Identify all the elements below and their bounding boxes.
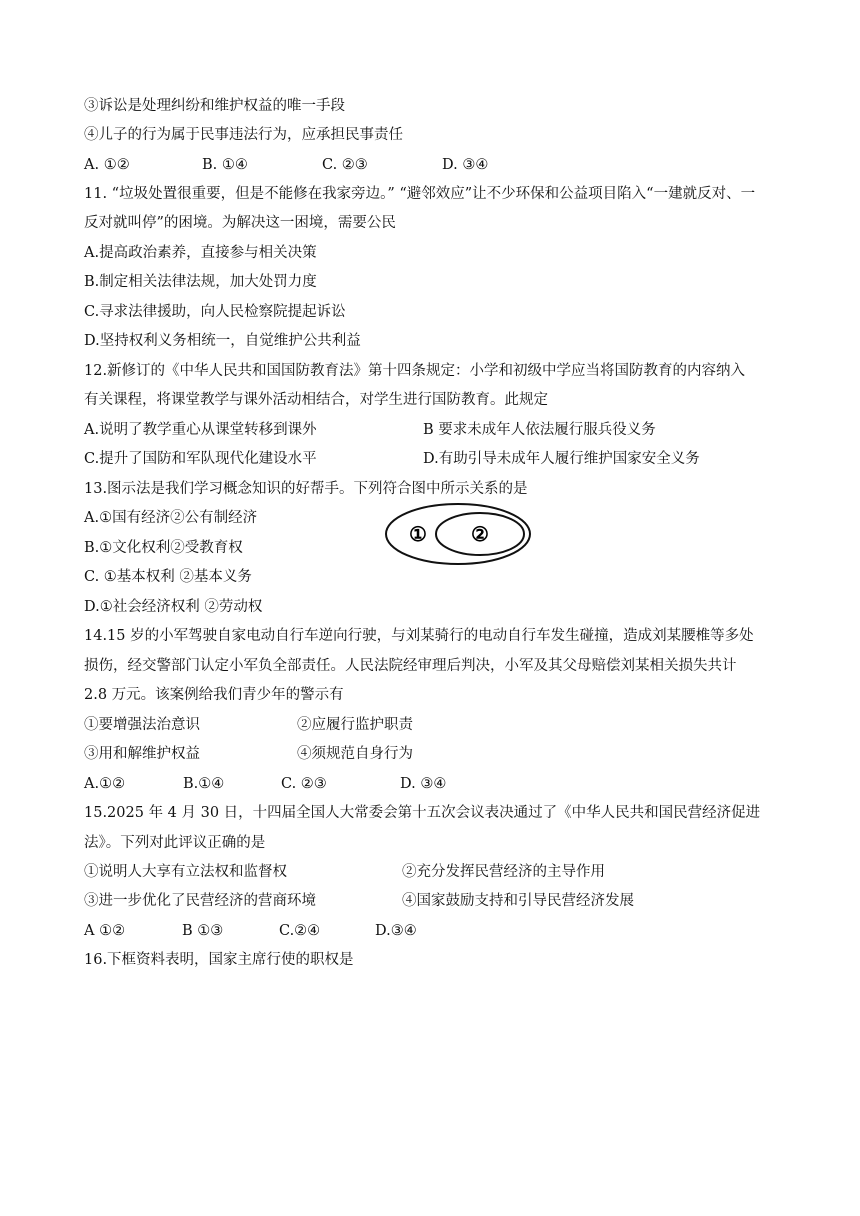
- q10-option-b: B. ①④: [202, 157, 248, 173]
- q10-option-c: C. ②③: [322, 157, 368, 173]
- q10-option-d: D. ③④: [442, 157, 489, 173]
- q13-option-d: D.①社会经济权利 ②劳动权: [84, 599, 263, 615]
- q13-option-b: B.①文化权利②受教育权: [84, 540, 243, 556]
- outer-label: ①: [409, 522, 427, 546]
- q13-stem: 13.图示法是我们学习概念知识的好帮手。下列符合图中所示关系的是: [84, 481, 528, 497]
- q14-option-a: A.①②: [84, 776, 126, 792]
- q14-item-2: ②应履行监护职责: [297, 717, 413, 733]
- q11-option-a: A.提高政治素养，直接参与相关决策: [84, 245, 317, 261]
- outer-ellipse: [386, 504, 530, 564]
- q14-stem-line-2: 损伤，经交警部门认定小军负全部责任。人民法院经审理后判决，小军及其父母赔偿刘某相关损失共计: [84, 658, 737, 674]
- q14-option-d: D. ③④: [400, 776, 447, 792]
- q16-stem: 16.下框资料表明，国家主席行使的职权是: [84, 952, 354, 968]
- q12-option-c: C.提升了国防和军队现代化建设水平: [84, 451, 317, 467]
- q15-item-1: ①说明人大享有立法权和监督权: [84, 864, 287, 880]
- q11-stem-line-2: 反对就叫停”的困境。为解决这一困境，需要公民: [84, 215, 396, 231]
- q15-item-3: ③进一步优化了民营经济的营商环境: [84, 893, 316, 909]
- q12-option-a: A.说明了教学重心从课堂转移到课外: [84, 422, 317, 438]
- q14-option-c: C. ②③: [281, 776, 327, 792]
- q15-stem-line-2: 法》。下列对此评议正确的是: [84, 835, 266, 851]
- q13-option-c: C. ①基本权利 ②基本义务: [84, 569, 252, 585]
- q13-nested-ellipse-diagram: [382, 501, 534, 567]
- q11-option-b: B.制定相关法律法规，加大处罚力度: [84, 274, 317, 290]
- q11-option-d: D.坚持权利义务相统一，自觉维护公共利益: [84, 333, 361, 349]
- inner-label: ②: [471, 522, 489, 546]
- q15-stem-line-1: 15.2025 年 4 月 30 日，十四届全国人大常委会第十五次会议表决通过了《中华人民共和国民营经济促进: [84, 805, 761, 821]
- q14-item-1: ①要增强法治意识: [84, 717, 200, 733]
- q15-option-c: C.②④: [279, 923, 321, 939]
- q10-item-3: ③诉讼是处理纠纷和维护权益的唯一手段: [84, 98, 345, 114]
- q15-option-d: D.③④: [375, 923, 417, 939]
- q15-item-4: ④国家鼓励支持和引导民营经济发展: [402, 893, 634, 909]
- q12-option-d: D.有助引导未成年人履行维护国家安全义务: [423, 451, 700, 467]
- q11-option-c: C.寻求法律援助，向人民检察院提起诉讼: [84, 304, 346, 320]
- q14-option-b: B.①④: [183, 776, 225, 792]
- q15-item-2: ②充分发挥民营经济的主导作用: [402, 864, 605, 880]
- q15-option-b: B ①③: [182, 923, 224, 939]
- q12-stem-line-1: 12.新修订的《中华人民共和国国防教育法》第十四条规定：小学和初级中学应当将国防教育的内容纳入: [84, 363, 746, 379]
- q12-stem-line-2: 有关课程，将课堂教学与课外活动相结合，对学生进行国防教育。此规定: [84, 392, 548, 408]
- q15-option-a: A ①②: [84, 923, 126, 939]
- q11-stem-line-1: 11. “垃圾处置很重要，但是不能修在我家旁边。” “避邻效应”让不少环保和公益项目陷入“一建就反对、一: [84, 186, 756, 202]
- q14-item-4: ④须规范自身行为: [297, 746, 413, 762]
- q14-stem-line-1: 14.15 岁的小军驾驶自家电动自行车逆向行驶，与刘某骑行的电动自行车发生碰撞，造成刘某腰椎等多处: [84, 628, 754, 644]
- q10-option-a: A. ①②: [84, 157, 130, 173]
- q12-option-b: B 要求未成年人依法履行服兵役义务: [423, 422, 656, 438]
- q14-item-3: ③用和解维护权益: [84, 746, 200, 762]
- q14-stem-line-3: 2.8 万元。该案例给我们青少年的警示有: [84, 687, 344, 703]
- q10-item-4: ④儿子的行为属于民事违法行为，应承担民事责任: [84, 127, 403, 143]
- q13-option-a: A.①国有经济②公有制经济: [84, 510, 258, 526]
